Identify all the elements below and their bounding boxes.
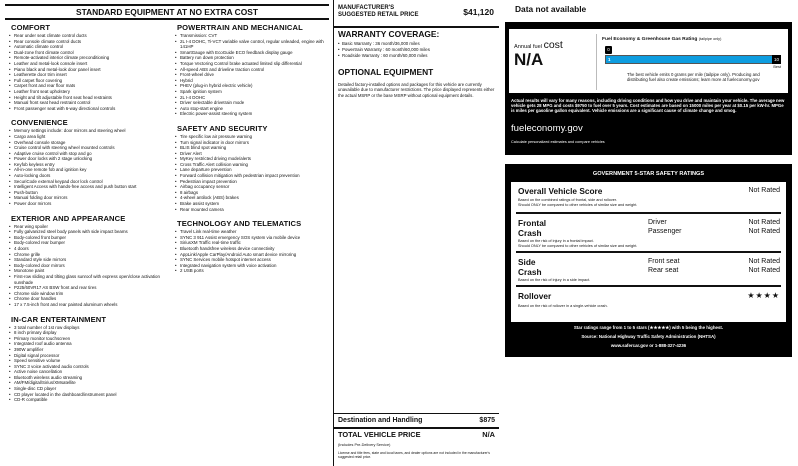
equipment-item: • Hybrid — [175, 78, 331, 84]
equipment-item: • All-speed ABS and driveline traction control — [175, 67, 331, 73]
equipment-item: • Cruise control with steering wheel mounted controls — [9, 145, 169, 151]
safety-rule — [516, 285, 781, 287]
equipment-item: • Spark ignition system — [175, 89, 331, 95]
equipment-item: • Rear under seat climate control ducts — [9, 33, 169, 39]
equipment-item: • Remote-activated interior climate preconditioning — [9, 55, 169, 61]
standard-equipment-header: STANDARD EQUIPMENT AT NO EXTRA COST — [5, 6, 329, 20]
equipment-item: • Chrome door handles — [9, 296, 169, 302]
equipment-item: • Single-disc CD player — [9, 386, 169, 392]
equipment-item: • Chrome side window trim — [9, 291, 169, 297]
equipment-item: • Full carpet floor covering — [9, 78, 169, 84]
rollover-stars: ★★★★ — [747, 291, 780, 300]
equipment-list — [9, 325, 169, 403]
section-title: SAFETY AND SECURITY — [177, 123, 268, 133]
equipment-item: • Battery run down protection — [175, 55, 331, 61]
rating-scale-low: 1 — [608, 57, 611, 62]
ghg-title-note: (tailpipe only) — [698, 37, 722, 41]
section-title: CONVENIENCE — [11, 118, 68, 128]
star-range-note: Star ratings range from 1 to 5 stars (★★★★★) with 5 being the highest. — [573, 325, 724, 330]
overall-label: Overall Vehicle Score — [518, 186, 603, 196]
section-title: TECHNOLOGY AND TELEMATICS — [177, 219, 302, 229]
optional-equipment-description: Detailed factory-installed options and packages for this vehicle are currently unavailable due to manufacturer restrictions. The price displayed represents either the actual MSRP or the base MSRP without optional equipment details. — [338, 82, 495, 98]
warranty-item: • Powertrain Warranty : 60 month/60,000 miles — [338, 47, 430, 53]
equipment-item: • All-in-one remote fob and ignition key — [9, 167, 169, 173]
equipment-list — [175, 33, 331, 117]
equipment-item: • Adaptive cruise control with stop and go — [9, 151, 169, 157]
overall-note-1: Based on the combined ratings of frontal, side and rollover. — [518, 198, 617, 202]
equipment-list — [9, 33, 169, 111]
section-title: EXTERIOR AND APPEARANCE — [11, 213, 126, 223]
side-note: Based on the risk of injury in a side impact. — [518, 278, 591, 282]
equipment-item: • 8 airbags — [175, 190, 331, 196]
equipment-item: • Body-colored rear bumper — [9, 240, 169, 246]
equipment-list — [175, 134, 331, 212]
equipment-item: • 390W amplifier — [9, 347, 169, 353]
equipment-item: • Body-colored front bumper — [9, 235, 169, 241]
equipment-item: • Travel Link real-time weather — [175, 229, 331, 235]
equipment-item: • Rear wing spoiler — [9, 224, 169, 230]
includes-note: (Includes Pre-Delivery Service) — [338, 443, 391, 447]
equipment-item: • Digital signal processor — [9, 353, 169, 359]
safercar-link[interactable]: www.safercar.gov or 1-888-327-4236 — [610, 343, 687, 348]
warranty-list — [338, 41, 430, 58]
equipment-item: • Airbag occupancy sensor — [175, 184, 331, 190]
equipment-item: • Intelligent Access with hands-free access and push button start — [9, 184, 169, 190]
equipment-item: • SYNC Services mobile hotspot internet access — [175, 257, 331, 263]
equipment-column-middle — [175, 23, 331, 281]
equipment-item: • Fully galvanized steel body panels with side impact beams — [9, 229, 169, 235]
equipment-column-left — [9, 23, 169, 410]
overall-value: Not Rated — [748, 187, 780, 194]
equipment-item: • Manual folding door mirrors — [9, 195, 169, 201]
msrp-label: MANUFACTURER'S SUGGESTED RETAIL PRICE — [338, 5, 419, 18]
side-front-label: Front seat — [648, 258, 680, 265]
equipment-item: • P225/60VR17 AS BSW front and rear tires — [9, 285, 169, 291]
frontal-passenger-label: Passenger — [648, 228, 682, 235]
rollover-note: Based on the risk of rollover in a single-vehicle crash. — [518, 304, 608, 308]
equipment-item: • Integrated roof audio antenna — [9, 341, 169, 347]
equipment-item: • Leather front seat upholstery — [9, 89, 169, 95]
rating-best-label: Best — [773, 65, 781, 69]
equipment-item: • Keyfob keyless entry — [9, 162, 169, 168]
warranty-item: • Roadside Warranty : 60 month/60,000 miles — [338, 53, 430, 59]
msrp-value: $41,120 — [463, 7, 494, 17]
msrp-block — [338, 5, 496, 25]
fuel-disclaimer: Actual results will vary for many reasons, including driving conditions and how you drive and maintain your vehicle. The average new vehicle gets 28 MPG and costs $9750 to fuel over 5 years. Cost estimates are based on 15000 miles per year at $0.15 per kW-hr. MPGe is miles per gasoline gallon equivalent. Vehicle emissions are a significant cause of climate change and smog. — [511, 98, 785, 114]
equipment-item: • Manual front seat head restraint control — [9, 100, 169, 106]
equipment-item: • Driver Alert — [175, 151, 331, 157]
safety-ratings-label — [505, 164, 792, 357]
equipment-list — [9, 224, 169, 308]
equipment-item: • CD-R compatible — [9, 397, 169, 403]
fuel-rating-panel — [509, 29, 788, 93]
optional-equipment-title: OPTIONAL EQUIPMENT — [338, 67, 434, 77]
equipment-item: • Piano black and metal-look door panel insert — [9, 67, 169, 73]
equipment-item: • 17 x 7.5-inch front and rear painted aluminum wheels — [9, 302, 169, 308]
equipment-item: • PHEV (plug-in hybrid electric vehicle) — [175, 83, 331, 89]
fuel-status-text: Data not available — [515, 4, 587, 14]
equipment-item: • Electric power-assist steering system — [175, 111, 331, 117]
total-row — [338, 430, 495, 439]
equipment-item: • 3 total number of 1st row displays — [9, 325, 169, 331]
section-title: POWERTRAIN AND MECHANICAL — [177, 23, 303, 32]
equipment-item: • Bluetooth handsfree wireless device connectivity — [175, 246, 331, 252]
equipment-item: • Automatic climate control — [9, 44, 169, 50]
destination-value: $875 — [479, 417, 495, 424]
equipment-item: • Power door locks with 2 stage unlocking — [9, 156, 169, 162]
equipment-item: • Standard style side mirrors — [9, 257, 169, 263]
rating-note: The best vehicle emits 0 grams per mile (tailpipe only). Producing and distributing fuel also create emissions; learn more at fueleconomy.gov — [627, 72, 760, 83]
equipment-item: • CD player located in the dashboard/instrument panel — [9, 392, 169, 398]
msrp-rule — [334, 26, 499, 28]
total-rule — [334, 427, 499, 429]
equipment-item: • Integrated navigation system with voice activation — [175, 263, 331, 269]
safety-ratings-body — [511, 182, 786, 322]
warranty-item: • Basic Warranty : 36 month/36,000 miles — [338, 41, 430, 47]
cost-label-small: Annual fuel — [514, 44, 542, 50]
equipment-item: • SYNC 3 911 Assist emergency SOS system via mobile device — [175, 235, 331, 241]
equipment-item: • Auto-locking doors — [9, 173, 169, 179]
equipment-item: • Rear mounted camera — [175, 207, 331, 213]
frontal-label-1: Frontal — [518, 218, 547, 228]
equipment-item: • SmartGauge with EcoGuide ECO feedback display gauge — [175, 50, 331, 56]
equipment-item: • Cargo area light — [9, 134, 169, 140]
equipment-item: • Turn signal indicator in door mirrors — [175, 140, 331, 146]
equipment-item: • Tire specific low air pressure warning — [175, 134, 331, 140]
equipment-list — [175, 229, 331, 274]
ghg-rating-box — [596, 34, 785, 90]
frontal-driver-value: Not Rated — [748, 219, 780, 226]
equipment-item: • Bluetooth wireless audio streaming — [9, 375, 169, 381]
cost-label-big: cost — [543, 39, 563, 51]
warranty-title: WARRANTY COVERAGE: — [338, 29, 440, 39]
equipment-item: • Primary monitor touchscreen — [9, 336, 169, 342]
equipment-item: • Front passenger seat with 6-way directional controls — [9, 106, 169, 112]
destination-rule — [334, 413, 499, 414]
equipment-item: • AppLink/Apple CarPlay/Android Auto smart device mirroring — [175, 252, 331, 258]
side-rear-label: Rear seat — [648, 267, 679, 274]
equipment-item: • 2L I-4 DOHC — [175, 95, 331, 101]
equipment-item: • Active noise cancellation — [9, 369, 169, 375]
overall-note-2: Should ONLY be compared to other vehicles of similar size and weight. — [518, 203, 638, 207]
fuel-calc-note: Calculate personalized estimates and compare vehicles — [511, 140, 605, 144]
side-front-value: Not Rated — [748, 258, 780, 265]
frontal-label-2: Crash — [518, 228, 542, 238]
destination-row — [338, 417, 495, 424]
equipment-item: • 2L I-4 DOHC, Ti-VCT variable valve control, regular unleaded, engine with 141HP — [175, 39, 331, 50]
equipment-item: • Forward collision mitigation with pedestrian impact prevention — [175, 173, 331, 179]
equipment-item: • Leatherette door trim insert — [9, 72, 169, 78]
equipment-item: • 4 doors — [9, 246, 169, 252]
frontal-driver-label: Driver — [648, 219, 667, 226]
equipment-item: • Height and tilt adjustable front seat head restraints — [9, 95, 169, 101]
pricing-column — [333, 0, 498, 466]
equipment-item: • First-row sliding and tilting glass sunroof with express open/close activation sunshade — [9, 274, 169, 285]
side-rear-value: Not Rated — [748, 267, 780, 274]
rollover-label: Rollover — [518, 291, 552, 301]
equipment-item: • Pedestrian impact prevention — [175, 179, 331, 185]
equipment-item: • Overhead console storage — [9, 140, 169, 146]
equipment-item: • Speed sensitive volume — [9, 358, 169, 364]
safety-rule — [516, 212, 781, 214]
frontal-passenger-value: Not Rated — [748, 228, 780, 235]
equipment-item: • 4-wheel antilock (ABS) brakes — [175, 195, 331, 201]
equipment-item: • Body-colored door mirrors — [9, 263, 169, 269]
side-label-1: Side — [518, 257, 536, 267]
equipment-item: • Driver selectable drivetrain mode — [175, 100, 331, 106]
equipment-item: • BLIS blind spot warning — [175, 145, 331, 151]
ghg-title-text: Fuel Economy & Greenhouse Gas Rating — [602, 37, 698, 42]
section-title: IN-CAR ENTERTAINMENT — [11, 314, 107, 324]
equipment-item: • Leather and metal-look console insert — [9, 61, 169, 67]
equipment-item: • Monotone paint — [9, 268, 169, 274]
equipment-item: • SecuriCode external keypad door lock control — [9, 179, 169, 185]
annual-fuel-cost-value: N/A — [514, 50, 544, 69]
section-title: COMFORT — [11, 23, 51, 32]
equipment-item: • Dual-zone front climate control — [9, 50, 169, 56]
equipment-item: • Cross Traffic Alert collision warning — [175, 162, 331, 168]
ghg-rating-title — [602, 37, 721, 42]
equipment-item: • AM/FM/digital/Sirius/XMsatellite — [9, 380, 169, 386]
equipment-item: • Power door mirrors — [9, 201, 169, 207]
fuel-economy-label — [505, 0, 792, 155]
equipment-item: • Auto stop-start engine — [175, 106, 331, 112]
destination-label: Destination and Handling — [338, 417, 423, 424]
equipment-item: • Lane departure prevention — [175, 167, 331, 173]
equipment-item: • 2 USB ports — [175, 268, 331, 274]
equipment-item: • Brake assist system — [175, 201, 331, 207]
equipment-item: • Transmission: CVT — [175, 33, 331, 39]
total-label: TOTAL VEHICLE PRICE — [338, 430, 421, 439]
rating-scale-bar — [605, 55, 781, 64]
equipment-item: • Push-button — [9, 190, 169, 196]
equipment-item: • 8 inch primary display — [9, 330, 169, 336]
equipment-item: • Carpet front and rear floor mats — [9, 83, 169, 89]
fine-print: License and title fees, state and local taxes, and dealer options are not included in the manufacturer's suggested retail price. — [338, 451, 491, 459]
total-value: N/A — [482, 430, 495, 439]
safety-rule — [516, 251, 781, 253]
fuel-status-box — [505, 0, 792, 22]
equipment-list — [9, 128, 169, 206]
nhtsa-source: Source: National Highway Traffic Safety Administration (NHTSA) — [581, 334, 716, 339]
side-label-2: Crash — [518, 267, 542, 277]
fueleconomy-link[interactable]: fueleconomy.gov — [511, 123, 583, 134]
equipment-item: • Memory settings include: door mirrors and steering wheel — [9, 128, 169, 134]
equipment-item: • Torque Vectoring Control brake actuated limited slip differential — [175, 61, 331, 67]
frontal-note-2: Should ONLY be compared to other vehicles of similar size and weight. — [518, 244, 638, 248]
rating-scale-high: 10 — [773, 57, 779, 62]
frontal-note-1: Based on the risk of injury in a frontal impact. — [518, 239, 594, 243]
equipment-item: • MyKey restricted driving mode/alerts — [175, 156, 331, 162]
equipment-item: • Rear console climate control ducts — [9, 39, 169, 45]
equipment-item: • Front-wheel drive — [175, 72, 331, 78]
equipment-item: • SiriusXM Traffic real-time traffic — [175, 240, 331, 246]
rating-marker: 0 — [605, 46, 612, 54]
equipment-item: • SYNC 3 voice activated audio controls — [9, 364, 169, 370]
safety-title: GOVERNMENT 5-STAR SAFETY RATINGS — [592, 171, 705, 177]
equipment-item: • Chrome grille — [9, 252, 169, 258]
